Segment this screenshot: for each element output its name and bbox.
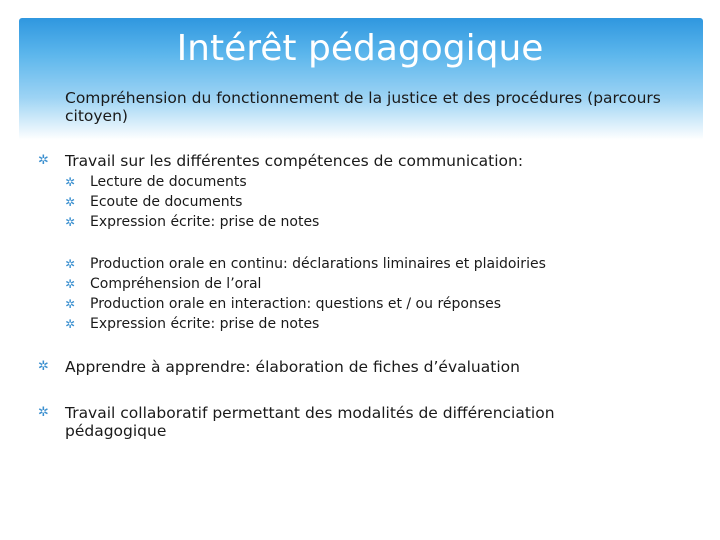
asterisk-bullet-icon: ✲ — [65, 175, 76, 189]
bullet-item-text: Compréhension du fonctionnement de la justice et des procédures (parcours citoyen) — [65, 89, 661, 125]
asterisk-bullet-icon: ✲ — [65, 195, 76, 209]
sub-item — [65, 294, 690, 314]
bullet-item-4 — [38, 404, 625, 440]
slide-title: Intérêt pédagogique — [176, 28, 544, 69]
bullet-item-text: Travail sur les différentes compétences de communication: — [65, 152, 524, 170]
sub-item-text: Production orale en interaction: questions et / ou réponses — [90, 296, 502, 312]
asterisk-bullet-icon: ✲ — [65, 215, 76, 229]
sub-item — [65, 274, 690, 294]
sub-item — [65, 192, 690, 212]
bullet-item-2 — [38, 152, 695, 170]
sub-item-text: Lecture de documents — [90, 174, 247, 190]
sub-item-text: Ecoute de documents — [90, 194, 243, 210]
asterisk-bullet-icon: ✲ — [65, 257, 76, 271]
bullet-item-text: Apprendre à apprendre: élaboration de fiches d’évaluation — [65, 358, 520, 376]
asterisk-bullet-icon: ✲ — [38, 153, 49, 168]
sub-item — [65, 172, 690, 192]
sub-item-text: Expression écrite: prise de notes — [90, 316, 320, 332]
asterisk-bullet-icon: ✲ — [65, 317, 76, 331]
sub-item-text: Production orale en continu: déclarations liminaires et plaidoiries — [90, 256, 546, 272]
sub-item — [65, 314, 690, 334]
asterisk-bullet-icon: ✲ — [38, 359, 49, 374]
bullet-item-text: Travail collaboratif permettant des modalités de différenciation pédagogique — [65, 404, 555, 440]
sub-item-text: Compréhension de l’oral — [90, 276, 262, 292]
asterisk-bullet-icon: ✲ — [65, 297, 76, 311]
bullet-item-3 — [38, 358, 695, 376]
sub-item — [65, 254, 690, 274]
asterisk-bullet-icon: ✲ — [38, 405, 49, 420]
sub-item-text: Expression écrite: prise de notes — [90, 214, 320, 230]
bullet-item-1 — [65, 89, 695, 125]
asterisk-bullet-icon: ✲ — [65, 277, 76, 291]
sub-item — [65, 212, 690, 232]
